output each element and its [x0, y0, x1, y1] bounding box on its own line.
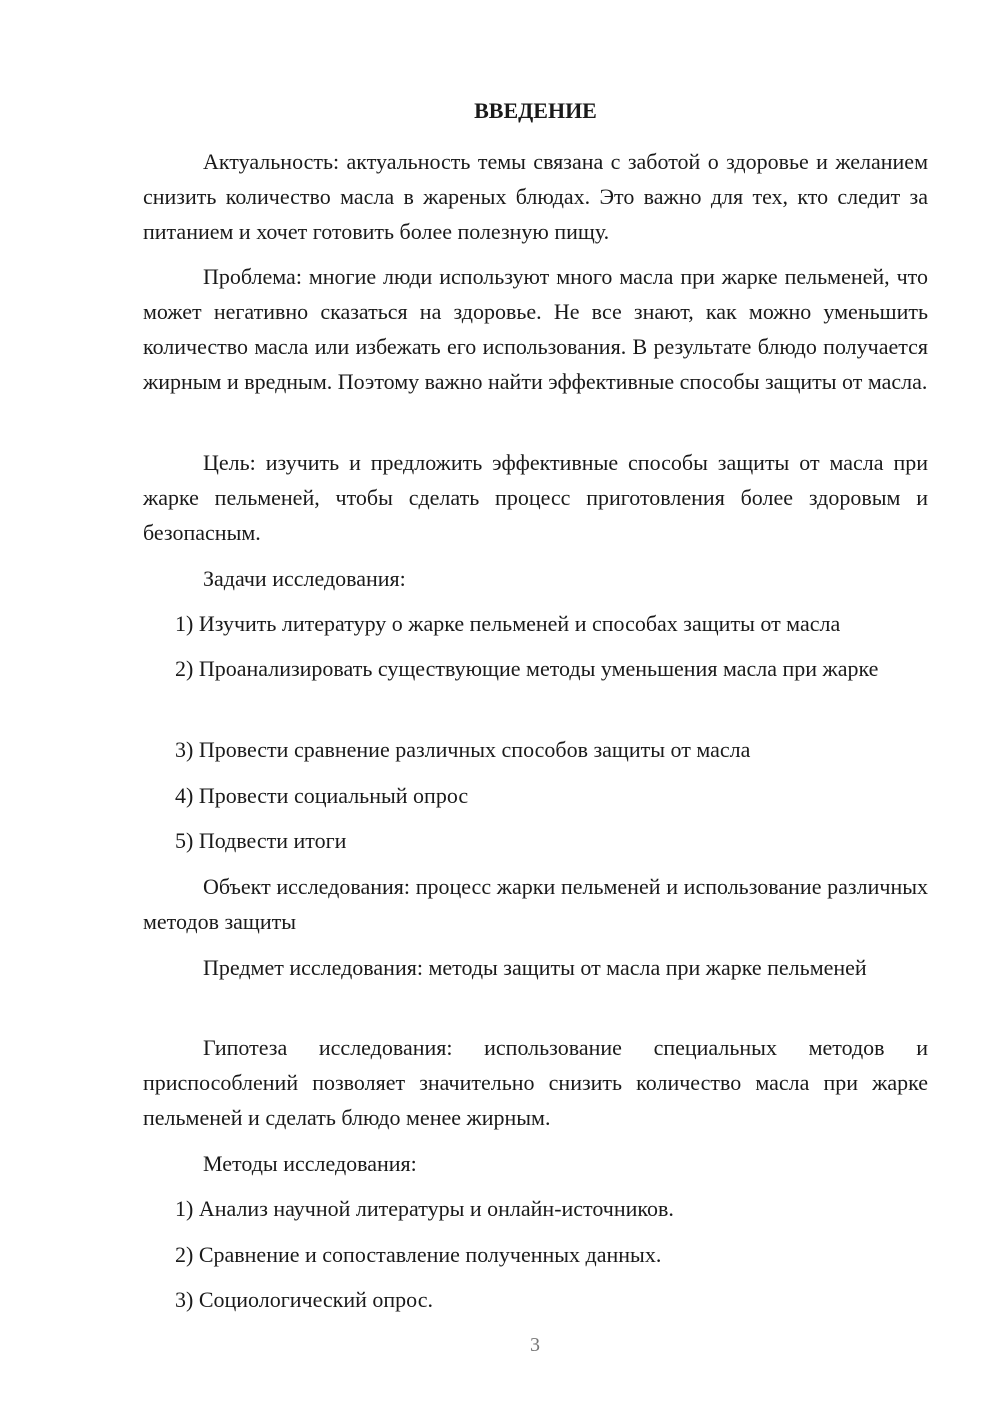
task-item-3: 3) Провести сравнение различных способов защиты от масла — [175, 737, 751, 762]
page-number: 3 — [530, 1334, 540, 1356]
task-item-4: 4) Провести социальный опрос — [175, 783, 469, 808]
task-item-2: 2) Проанализировать существующие методы уменьшения масла при жарке — [175, 656, 879, 681]
hypothesis-paragraph: Гипотеза исследования: использование специальных методов и приспособлений позволяет значительно снизить количество масла при жарке пельменей и сделать блюдо менее жирным. — [143, 1035, 928, 1130]
task-item-1: 1) Изучить литературу о жарке пельменей и способах защиты от масла — [175, 611, 841, 636]
problem-paragraph: Проблема: многие люди используют много масла при жарке пельменей, что может негативно сказаться на здоровье. Не все знают, как можно уменьшить количество масла или избежать его использования. В результате блюдо получается жирным и вредным. Поэтому важно найти эффективные способы защиты от масла. — [143, 264, 928, 394]
methods-heading: Методы исследования: — [203, 1151, 417, 1176]
relevance-paragraph: Актуальность: актуальность темы связана с заботой о здоровье и желанием снизить количество масла в жареных блюдах. Это важно для тех, кто следит за питанием и хочет готовить более полезную пищу. — [143, 149, 928, 244]
subject-paragraph: Предмет исследования: методы защиты от масла при жарке пельменей — [203, 955, 867, 980]
method-item-2: 2) Сравнение и сопоставление полученных данных. — [175, 1242, 662, 1267]
method-item-1: 1) Анализ научной литературы и онлайн-источников. — [175, 1196, 674, 1221]
method-item-3: 3) Социологический опрос. — [175, 1287, 433, 1312]
goal-paragraph: Цель: изучить и предложить эффективные способы защиты от масла при жарке пельменей, чтобы сделать процесс приготовления более здоровым и безопасным. — [143, 450, 928, 545]
object-paragraph: Объект исследования: процесс жарки пельменей и использование различных методов защиты — [143, 874, 928, 934]
page-title: ВВЕДЕНИЕ — [474, 98, 597, 123]
tasks-heading: Задачи исследования: — [203, 566, 406, 591]
task-item-5: 5) Подвести итоги — [175, 828, 347, 853]
